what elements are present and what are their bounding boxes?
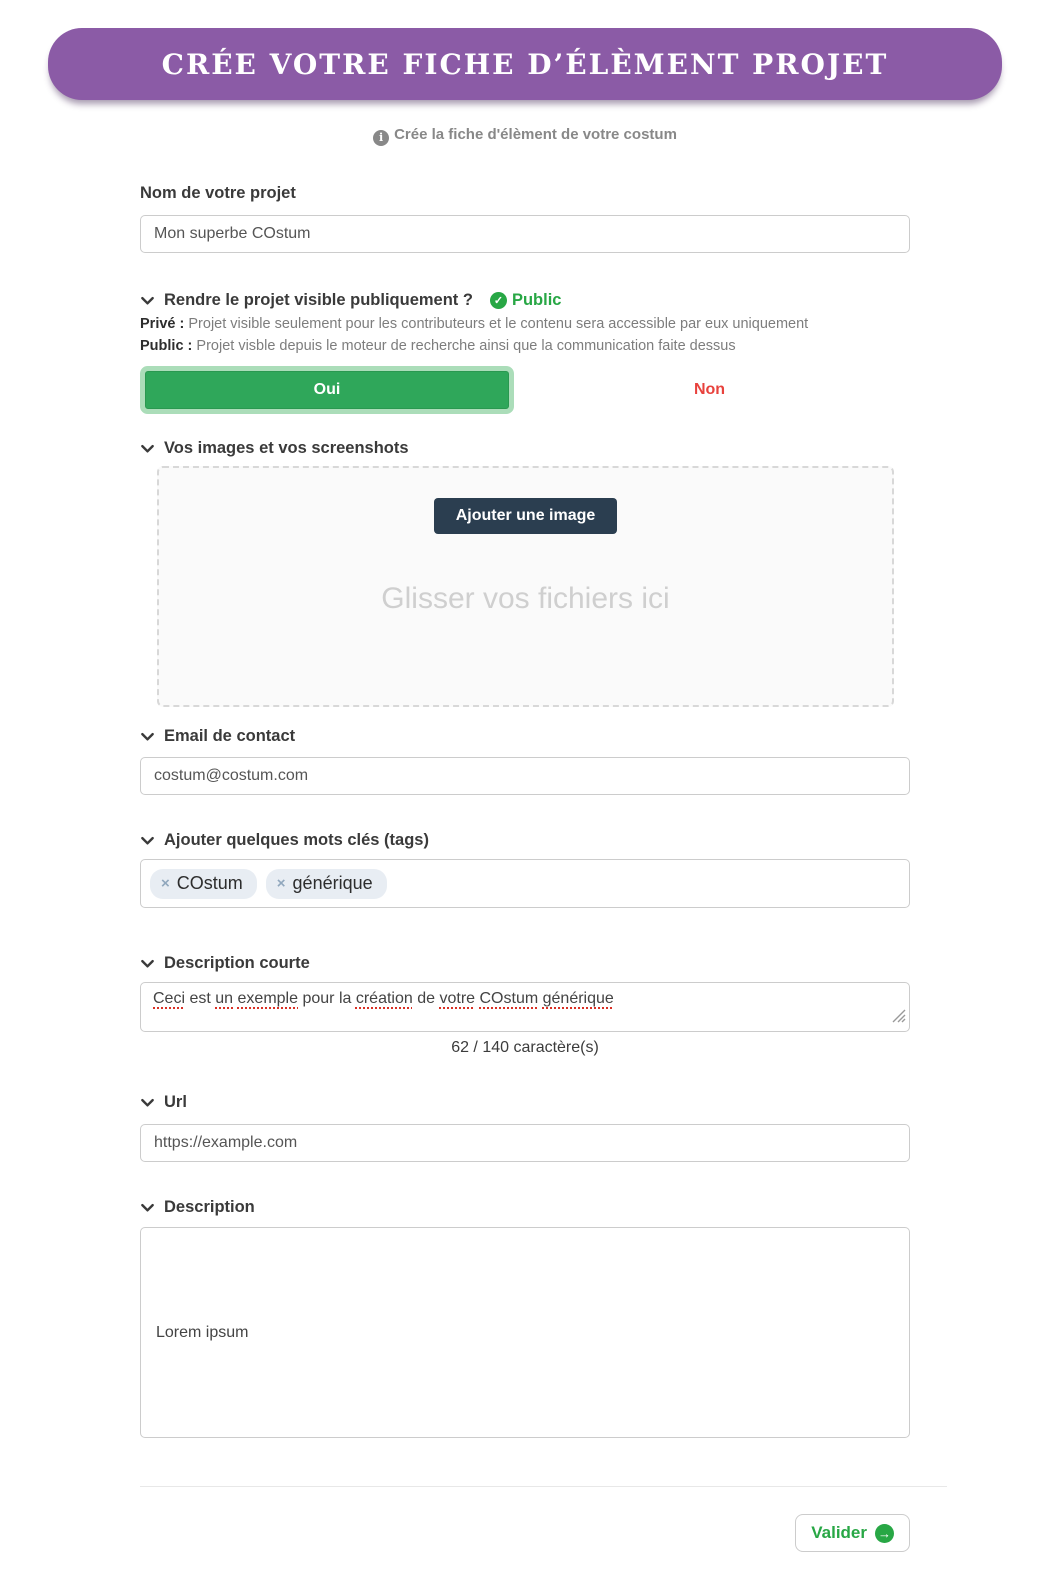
info-icon: i (373, 130, 389, 146)
remove-tag-icon[interactable]: × (276, 874, 286, 892)
tags-input[interactable] (140, 859, 910, 908)
remove-tag-icon[interactable]: × (161, 874, 170, 892)
page-subtitle-text: Crée la fiche d'élèment de votre costum (394, 126, 677, 143)
section-images (140, 439, 910, 707)
project-name-input[interactable] (140, 215, 910, 253)
visibility-no-button[interactable]: Non (509, 381, 910, 399)
section-short-description (140, 954, 910, 1057)
project-name-label: Nom de votre projet (140, 184, 296, 202)
chevron-down-icon[interactable] (140, 293, 155, 308)
page-subtitle (0, 126, 1050, 146)
chevron-down-icon[interactable] (140, 729, 155, 744)
visibility-label: Rendre le projet visible publiquement ? (164, 291, 473, 309)
url-label: Url (164, 1093, 187, 1111)
url-input[interactable] (140, 1124, 910, 1162)
public-term: Public : (140, 338, 193, 354)
section-email (140, 727, 910, 795)
private-desc: Projet visible seulement pour les contributeurs et le contenu sera accessible par eux uniquement (188, 316, 809, 332)
visibility-toggle (140, 371, 910, 409)
section-visibility (140, 291, 910, 409)
tag-pill[interactable] (266, 869, 387, 899)
char-counter: 62 / 140 caractère(s) (451, 1039, 599, 1056)
dropzone-hint-text: Glisser vos fichiers ici (381, 582, 670, 615)
page-header-banner (48, 28, 1002, 100)
page-title: CRÉE VOTRE FICHE D’ÉLÈMENT PROJET (161, 47, 889, 81)
description-text: Lorem ipsum (156, 1323, 249, 1341)
description-textarea[interactable] (140, 1227, 910, 1438)
images-label: Vos images et vos screenshots (164, 439, 409, 457)
section-url (140, 1093, 910, 1162)
section-project-name (140, 184, 910, 253)
resize-grip-icon[interactable] (891, 1008, 906, 1028)
submit-button[interactable] (795, 1514, 910, 1552)
chevron-down-icon[interactable] (140, 956, 155, 971)
email-label: Email de contact (164, 727, 296, 745)
arrow-right-circle-icon: → (875, 1524, 894, 1543)
tag-pill[interactable] (150, 869, 257, 899)
section-tags (140, 831, 910, 908)
tag-label: générique (292, 872, 373, 893)
chevron-down-icon[interactable] (140, 833, 155, 848)
form-container (140, 184, 910, 1592)
short-description-text: Ceci est un exemple pour la création de votre COstum générique (153, 990, 614, 1007)
section-description (140, 1198, 910, 1438)
footer (140, 1514, 910, 1592)
private-term: Privé : (140, 316, 185, 332)
email-input[interactable] (140, 757, 910, 795)
public-desc: Projet visble depuis le moteur de recherche ainsi que la communication faite dessus (196, 338, 736, 354)
public-description-line (140, 338, 910, 354)
tag-label: COstum (176, 872, 243, 893)
check-circle-icon: ✓ (490, 292, 507, 309)
visibility-status-text: Public (511, 291, 562, 309)
description-label: Description (164, 1198, 255, 1216)
footer-divider (140, 1486, 947, 1487)
chevron-down-icon[interactable] (140, 1095, 155, 1110)
submit-button-label: Valider (811, 1523, 867, 1542)
image-dropzone[interactable] (157, 466, 894, 707)
add-image-button[interactable]: Ajouter une image (434, 498, 618, 534)
visibility-status-badge (490, 291, 562, 310)
visibility-yes-button[interactable]: Oui (145, 371, 509, 409)
short-description-textarea[interactable] (140, 982, 910, 1032)
chevron-down-icon[interactable] (140, 441, 155, 456)
short-description-label: Description courte (164, 954, 310, 972)
chevron-down-icon[interactable] (140, 1200, 155, 1215)
private-description-line (140, 316, 910, 332)
tags-label: Ajouter quelques mots clés (tags) (164, 831, 429, 849)
